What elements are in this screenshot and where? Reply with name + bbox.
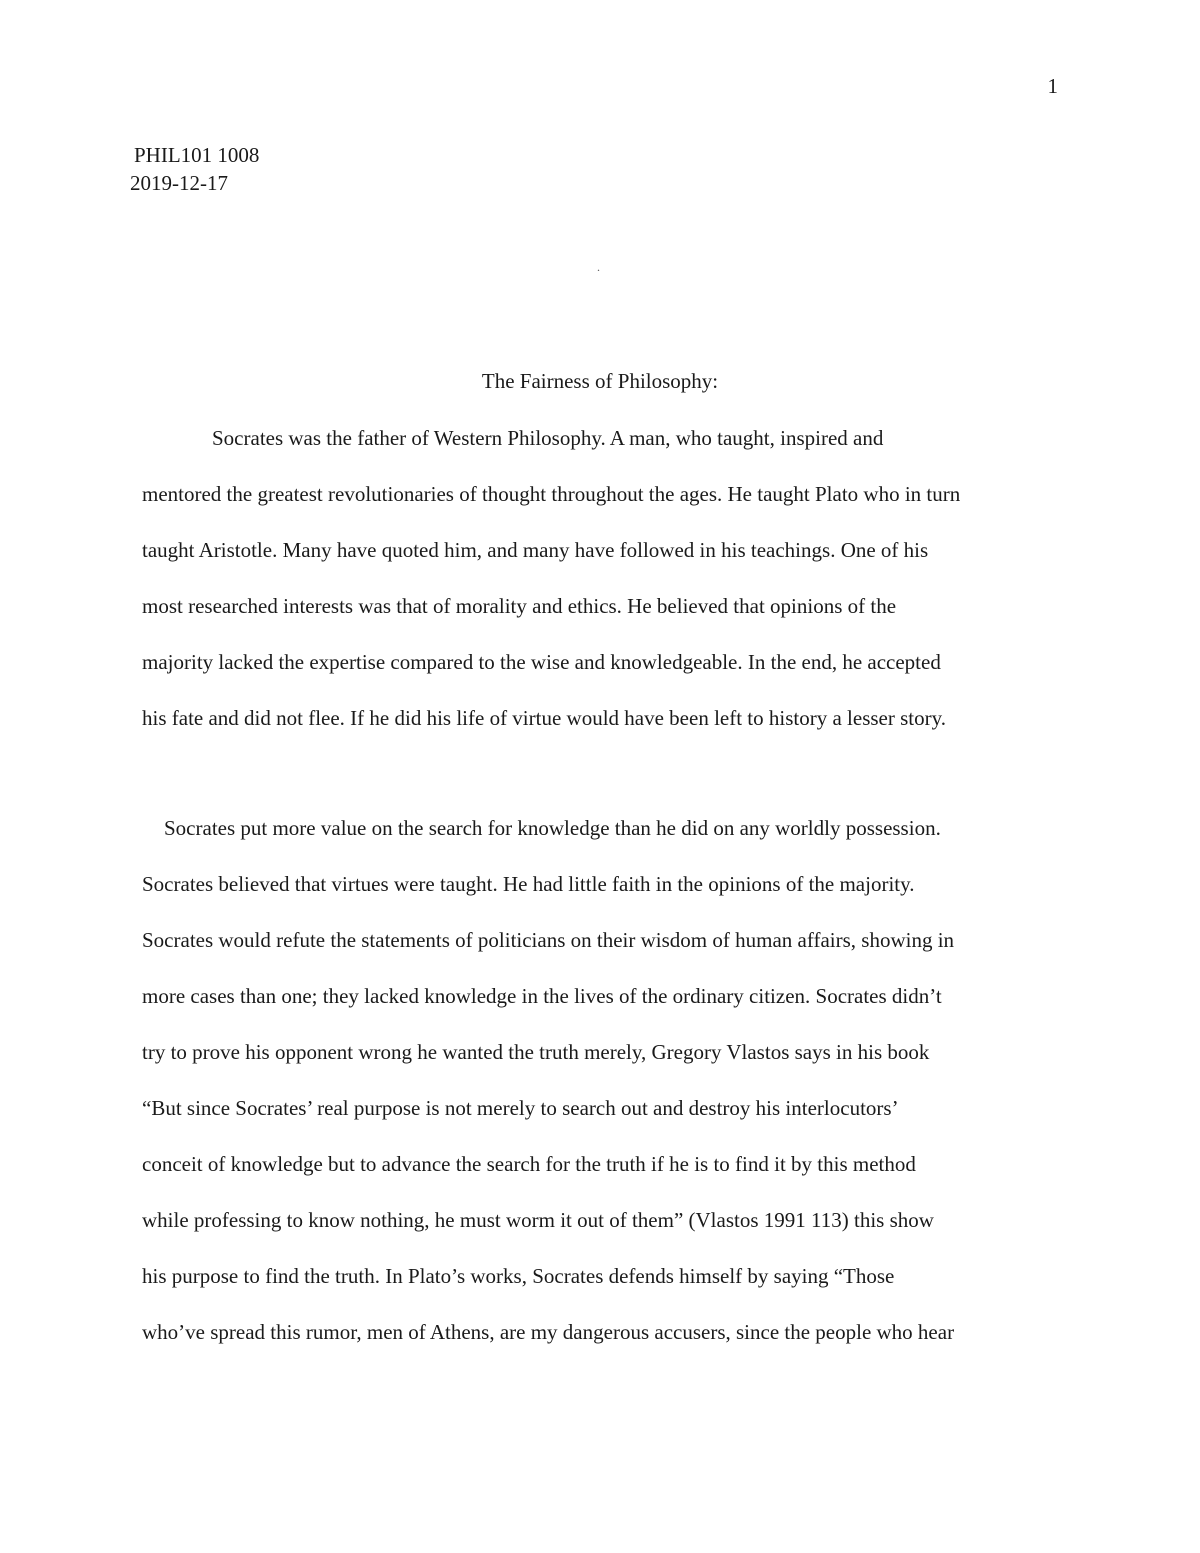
paragraph-line: Socrates was the father of Western Philosophy. A man, who taught, inspired and [212,426,884,450]
paragraph-line: his purpose to find the truth. In Plato’s works, Socrates defends himself by saying “Those [142,1264,895,1288]
paragraph-2 [142,814,1072,1374]
paragraph-line: most researched interests was that of morality and ethics. He believed that opinions of the [142,594,897,618]
paragraph-line: “But since Socrates’ real purpose is not merely to search out and destroy his interlocutors’ [142,1096,899,1120]
page-number: 1 [1047,74,1058,98]
paragraph-line: try to prove his opponent wrong he wanted the truth merely, Gregory Vlastos says in his book [142,1040,930,1064]
paragraph-line: Socrates would refute the statements of politicians on their wisdom of human affairs, showing in [142,928,955,952]
paragraph-line: taught Aristotle. Many have quoted him, and many have followed in his teachings. One of his [142,538,929,562]
paragraph-line: while professing to know nothing, he must worm it out of them” (Vlastos 1991 113) this show [142,1208,934,1232]
paragraph-line: who’ve spread this rumor, men of Athens, are my dangerous accusers, since the people who hear [142,1320,955,1344]
header-course: PHIL101 1008 [134,143,260,167]
paragraph-1 [142,424,1072,760]
paragraph-line: Socrates put more value on the search for knowledge than he did on any worldly possession. [164,816,941,840]
essay-title: The Fairness of Philosophy: [481,369,719,393]
paragraph-line: conceit of knowledge but to advance the search for the truth if he is to find it by this method [142,1152,916,1176]
paragraph-line: his fate and did not flee. If he did his life of virtue would have been left to history a lesser story. [142,706,946,730]
stray-mark: . [597,260,600,274]
paragraph-line: majority lacked the expertise compared to the wise and knowledgeable. In the end, he accepted [142,650,941,674]
header-date: 2019-12-17 [130,171,228,195]
paragraph-line: mentored the greatest revolutionaries of thought throughout the ages. He taught Plato who in turn [142,482,961,506]
paragraph-line: more cases than one; they lacked knowledge in the lives of the ordinary citizen. Socrates didn’t [142,984,942,1008]
paragraph-line: Socrates believed that virtues were taught. He had little faith in the opinions of the majority. [142,872,915,896]
